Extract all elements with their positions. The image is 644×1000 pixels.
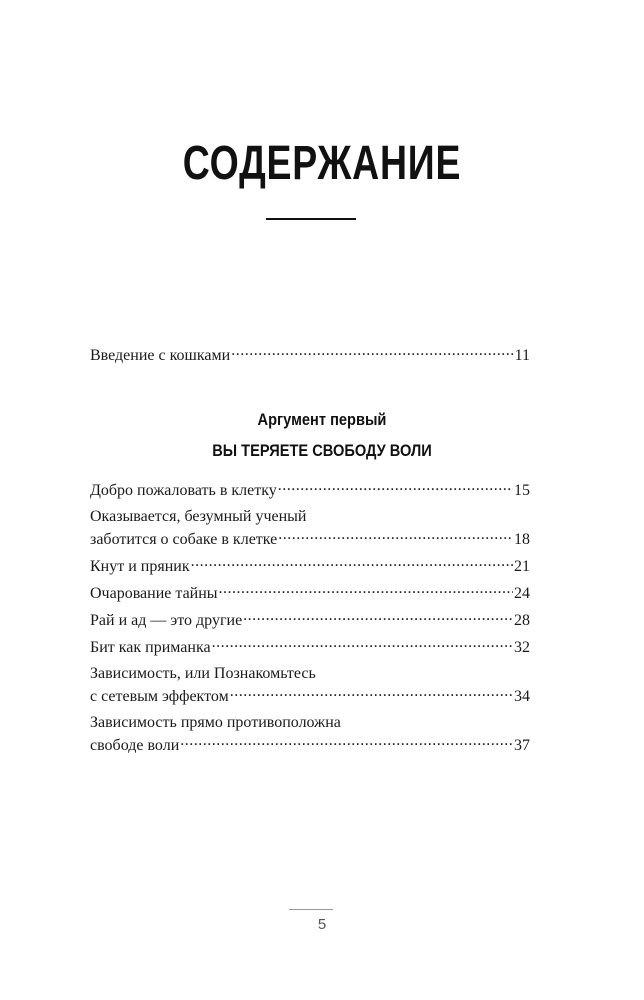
- toc-entry-page: 28: [514, 612, 530, 629]
- toc-entry-page: 37: [514, 737, 530, 754]
- toc-entry[interactable]: [90, 479, 530, 502]
- toc-entry-page: 11: [514, 347, 530, 364]
- toc-leader-dots: [278, 528, 513, 544]
- toc-list: [90, 479, 530, 757]
- toc-leader-dots: [231, 344, 513, 360]
- title-underline: [266, 218, 356, 220]
- toc-entry-page: 21: [514, 558, 530, 575]
- toc-entry-title: свободе воли: [90, 737, 180, 754]
- toc-entry-title-line1: Зависимость прямо противоположна: [90, 714, 341, 731]
- toc-entry[interactable]: [90, 506, 530, 551]
- toc-intro: [90, 344, 530, 367]
- page-title: СОДЕРЖАНИЕ: [182, 137, 462, 190]
- toc-entry-title: Бит как приманка: [90, 639, 211, 656]
- toc-entry[interactable]: [90, 663, 530, 708]
- section-label: Аргумент первый: [257, 410, 387, 429]
- toc-entry[interactable]: [90, 609, 530, 632]
- toc-entry[interactable]: [90, 344, 530, 367]
- toc-leader-dots: [219, 582, 513, 598]
- toc-leader-dots: [243, 609, 513, 625]
- toc-entry-title: Введение с кошками: [90, 347, 231, 364]
- toc-entry[interactable]: [90, 636, 530, 659]
- toc-entry-title: заботится о собаке в клетке: [90, 531, 278, 548]
- toc-leader-dots: [230, 685, 513, 701]
- toc-entry-title: с сетевым эффектом: [90, 688, 229, 705]
- toc-entry-page: 15: [514, 482, 530, 499]
- toc-entry-title-line1: Зависимость, или Познакомьтесь: [90, 665, 316, 682]
- page-number: 5: [317, 916, 327, 933]
- toc-entry[interactable]: [90, 555, 530, 578]
- footer-rule: [289, 909, 333, 910]
- toc-entry[interactable]: [90, 712, 530, 757]
- toc-leader-dots: [212, 636, 513, 652]
- toc-leader-dots: [191, 555, 513, 571]
- toc-entry-page: 32: [514, 639, 530, 656]
- toc-entry-page: 18: [514, 531, 530, 548]
- toc-entry-page: 24: [514, 585, 530, 602]
- toc-entry-title: Рай и ад — это другие: [90, 612, 243, 629]
- section-heading: ВЫ ТЕРЯЕТЕ СВОБОДУ ВОЛИ: [212, 441, 432, 460]
- toc-entry-title-line1: Оказывается, безумный ученый: [90, 508, 307, 525]
- toc-entry-page: 34: [514, 688, 530, 705]
- toc-leader-dots: [278, 479, 513, 495]
- toc-entry[interactable]: [90, 582, 530, 605]
- toc-entry-title: Добро пожаловать в клетку: [90, 482, 277, 499]
- toc-entry-title: Очарование тайны: [90, 585, 218, 602]
- toc-entry-title: Кнут и пряник: [90, 558, 190, 575]
- toc-leader-dots: [180, 734, 513, 750]
